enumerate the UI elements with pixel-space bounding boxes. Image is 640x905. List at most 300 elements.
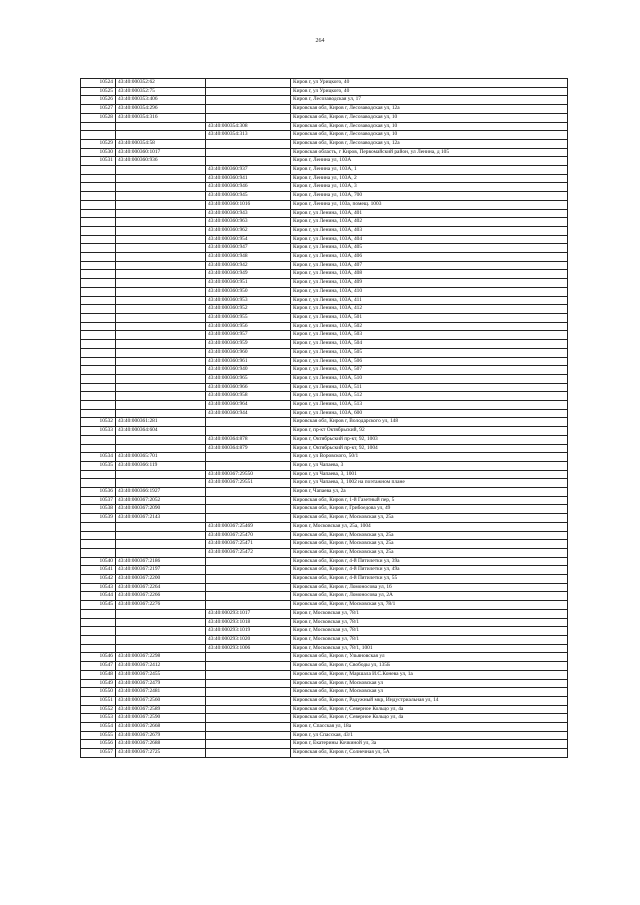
row-number-cell: 10553 [81, 714, 116, 723]
table-row [81, 200, 568, 209]
cadastral-number-cell [116, 644, 206, 653]
address-cell: Киров г, ул Воровского, 50/1 [291, 453, 568, 462]
cadastral-number-cell [116, 235, 206, 244]
table-row [81, 714, 568, 723]
cadastral-number-cell [116, 540, 206, 549]
table-row [81, 270, 568, 279]
row-number-cell: 10542 [81, 575, 116, 584]
sub-cadastral-number-cell [206, 496, 291, 505]
table-row [81, 174, 568, 183]
cadastral-number-cell: 43:40:000367:2679 [116, 731, 206, 740]
row-number-cell: 10548 [81, 670, 116, 679]
address-cell: Киров г, Ленина ул, 103А, 1 [291, 166, 568, 175]
table-row [81, 461, 568, 470]
table-row [81, 305, 568, 314]
row-number-cell [81, 261, 116, 270]
row-number-cell: 10543 [81, 583, 116, 592]
cadastral-number-cell: 43:40:000367:2481 [116, 688, 206, 697]
cadastral-number-cell: 43:40:000367:2266 [116, 592, 206, 601]
table-row [81, 79, 568, 88]
sub-cadastral-number-cell: 43:40:000364:878 [206, 435, 291, 444]
cadastral-number-cell: 43:40:000354:58 [116, 139, 206, 148]
address-cell: Кировская обл, Киров г, Солнечная ул, 5А [291, 749, 568, 758]
cadastral-number-cell [116, 627, 206, 636]
table-row [81, 244, 568, 253]
registry-rows [81, 79, 568, 758]
row-number-cell [81, 226, 116, 235]
row-number-cell [81, 183, 116, 192]
address-cell: Киров г, ул Чапаева, 3 [291, 461, 568, 470]
cadastral-number-cell [116, 226, 206, 235]
cadastral-number-cell [116, 548, 206, 557]
sub-cadastral-number-cell: 43:40:000360:941 [206, 174, 291, 183]
sub-cadastral-number-cell [206, 749, 291, 758]
address-cell: Киров г, ул Ленина, 103А, 511 [291, 383, 568, 392]
cadastral-number-cell [116, 374, 206, 383]
address-cell: Киров г, Ленина ул, 103А [291, 157, 568, 166]
cadastral-number-cell: 43:40:000352:75 [116, 87, 206, 96]
address-cell: Киров г, Ленина ул, 103А, 700 [291, 192, 568, 201]
address-cell: Кировская обл, Киров г, 4-й Пятилетки ул, 49а [291, 566, 568, 575]
sub-cadastral-number-cell [206, 87, 291, 96]
row-number-cell [81, 366, 116, 375]
address-cell: Киров г, ул Ленина, 103А, 507 [291, 366, 568, 375]
table-row [81, 401, 568, 410]
row-number-cell [81, 609, 116, 618]
row-number-cell [81, 531, 116, 540]
address-cell: Киров г, ул Ленина, 103А, 504 [291, 340, 568, 349]
row-number-cell: 10538 [81, 505, 116, 514]
row-number-cell [81, 270, 116, 279]
address-cell: Кировская обл, Киров г, Свободы ул, 135Б [291, 662, 568, 671]
sub-cadastral-number-cell [206, 105, 291, 114]
sub-cadastral-number-cell: 43:40:000360:960 [206, 348, 291, 357]
sub-cadastral-number-cell: 43:40:000360:1016 [206, 200, 291, 209]
table-row [81, 427, 568, 436]
row-number-cell: 10525 [81, 87, 116, 96]
cadastral-number-cell [116, 331, 206, 340]
sub-cadastral-number-cell [206, 427, 291, 436]
cadastral-number-cell [116, 366, 206, 375]
row-number-cell [81, 287, 116, 296]
cadastral-number-cell [116, 470, 206, 479]
address-cell: Киров г, Лесозаводская ул, 17 [291, 96, 568, 105]
cadastral-number-cell: 43:40:000365:701 [116, 453, 206, 462]
row-number-cell [81, 401, 116, 410]
sub-cadastral-number-cell: 43:40:000360:951 [206, 279, 291, 288]
row-number-cell: 10540 [81, 557, 116, 566]
table-row [81, 131, 568, 140]
address-cell: Киров г, ул Ленина, 103А, 408 [291, 270, 568, 279]
row-number-cell [81, 383, 116, 392]
row-number-cell [81, 409, 116, 418]
table-row [81, 348, 568, 357]
row-number-cell [81, 548, 116, 557]
address-cell: Киров г, ул Ленина, 103А, 404 [291, 235, 568, 244]
sub-cadastral-number-cell: 43:40:000360:947 [206, 244, 291, 253]
cadastral-number-cell: 43:40:000367:2090 [116, 505, 206, 514]
sub-cadastral-number-cell: 43:40:000360:953 [206, 296, 291, 305]
row-number-cell: 10550 [81, 688, 116, 697]
row-number-cell: 10551 [81, 696, 116, 705]
cadastral-number-cell: 43:40:000367:2200 [116, 575, 206, 584]
sub-cadastral-number-cell: 43:40:000367:25472 [206, 548, 291, 557]
row-number-cell: 10535 [81, 461, 116, 470]
address-cell: Кировская обл, Киров г, Северное Кольцо ул, 4а [291, 714, 568, 723]
cadastral-number-cell [116, 322, 206, 331]
table-row [81, 105, 568, 114]
address-cell: Кировская обл, Киров г, Лесозаводская ул, 12а [291, 139, 568, 148]
address-cell: Киров г, ул Ленина, 103А, 512 [291, 392, 568, 401]
table-row [81, 540, 568, 549]
sub-cadastral-number-cell: 43:40:000360:943 [206, 209, 291, 218]
row-number-cell [81, 522, 116, 531]
address-cell: Кировская обл, Киров г, Московская ул [291, 688, 568, 697]
row-number-cell [81, 305, 116, 314]
table-row [81, 531, 568, 540]
property-registry-table [80, 78, 568, 758]
sub-cadastral-number-cell [206, 688, 291, 697]
table-row [81, 723, 568, 732]
address-cell: Кировская обл, Киров г, 4-й Пятилетки ул, 55 [291, 575, 568, 584]
sub-cadastral-number-cell: 43:40:000367:29551 [206, 479, 291, 488]
address-cell: Кировская обл, Киров г, Ульяновская ул [291, 653, 568, 662]
address-cell: Киров г, ул Ленина, 103А, 407 [291, 261, 568, 270]
table-row [81, 479, 568, 488]
cadastral-number-cell [116, 392, 206, 401]
address-cell: Киров г, Московская ул, 25а, 1004 [291, 522, 568, 531]
sub-cadastral-number-cell [206, 583, 291, 592]
address-cell: Кировская обл, Киров г, Московская ул [291, 679, 568, 688]
address-cell: Киров г, ул Ленина, 103А, 401 [291, 209, 568, 218]
sub-cadastral-number-cell [206, 705, 291, 714]
row-number-cell: 10541 [81, 566, 116, 575]
row-number-cell: 10544 [81, 592, 116, 601]
sub-cadastral-number-cell: 43:40:000367:25471 [206, 540, 291, 549]
row-number-cell: 10556 [81, 740, 116, 749]
row-number-cell: 10555 [81, 731, 116, 740]
cadastral-number-cell: 43:40:000367:2186 [116, 557, 206, 566]
row-number-cell: 10554 [81, 723, 116, 732]
table-row [81, 548, 568, 557]
table-row [81, 96, 568, 105]
table-row [81, 488, 568, 497]
cadastral-number-cell [116, 618, 206, 627]
sub-cadastral-number-cell: 43:40:000360:958 [206, 392, 291, 401]
cadastral-number-cell: 43:40:000367:2455 [116, 670, 206, 679]
address-cell: Киров г, пр-кт Октябрьский, 92 [291, 427, 568, 436]
sub-cadastral-number-cell [206, 575, 291, 584]
address-cell: Киров г, Октябрьский пр-кт, 92, 1004 [291, 444, 568, 453]
cadastral-number-cell: 43:40:000366:119 [116, 461, 206, 470]
row-number-cell: 10532 [81, 418, 116, 427]
cadastral-number-cell [116, 401, 206, 410]
cadastral-number-cell: 43:40:000367:2479 [116, 679, 206, 688]
table-row [81, 731, 568, 740]
row-number-cell [81, 340, 116, 349]
row-number-cell: 10531 [81, 157, 116, 166]
address-cell: Киров г, Московская ул, 78/1 [291, 618, 568, 627]
address-cell: Кировская обл, Киров г, Лесозаводская ул, 12а [291, 105, 568, 114]
cadastral-number-cell [116, 435, 206, 444]
sub-cadastral-number-cell [206, 514, 291, 523]
sub-cadastral-number-cell: 43:40:000354:313 [206, 131, 291, 140]
row-number-cell [81, 331, 116, 340]
table-row [81, 435, 568, 444]
sub-cadastral-number-cell [206, 714, 291, 723]
table-row [81, 357, 568, 366]
table-row [81, 740, 568, 749]
address-cell: Киров г, ул Ленина, 103А, 513 [291, 401, 568, 410]
cadastral-number-cell: 43:40:000354:296 [116, 105, 206, 114]
row-number-cell [81, 313, 116, 322]
table-row [81, 139, 568, 148]
cadastral-number-cell [116, 296, 206, 305]
row-number-cell [81, 192, 116, 201]
sub-cadastral-number-cell: 43:40:000293:1020 [206, 636, 291, 645]
sub-cadastral-number-cell: 43:40:000360:965 [206, 374, 291, 383]
sub-cadastral-number-cell [206, 696, 291, 705]
sub-cadastral-number-cell: 43:40:000360:961 [206, 357, 291, 366]
row-number-cell [81, 374, 116, 383]
address-cell: Киров г, ул Ленина, 103А, 510 [291, 374, 568, 383]
table-row [81, 166, 568, 175]
sub-cadastral-number-cell: 43:40:000360:956 [206, 322, 291, 331]
cadastral-number-cell [116, 183, 206, 192]
table-row [81, 601, 568, 610]
sub-cadastral-number-cell [206, 592, 291, 601]
cadastral-number-cell: 43:40:000366:1927 [116, 488, 206, 497]
cadastral-number-cell [116, 253, 206, 262]
address-cell: Киров г, ул Ленина, 103А, 406 [291, 253, 568, 262]
address-cell: Кировская обл, Киров г, Маршала И.С.Конева ул, 1а [291, 670, 568, 679]
cadastral-number-cell: 43:40:000367:2276 [116, 601, 206, 610]
address-cell: Киров г, Екатерины Кочкиной ул, 3а [291, 740, 568, 749]
table-row [81, 192, 568, 201]
row-number-cell [81, 627, 116, 636]
table-row [81, 609, 568, 618]
cadastral-number-cell [116, 409, 206, 418]
cadastral-number-cell: 43:40:000360:1017 [116, 148, 206, 157]
sub-cadastral-number-cell: 43:40:000360:959 [206, 340, 291, 349]
address-cell: Киров г, ул Ленина, 103А, 503 [291, 331, 568, 340]
table-row [81, 253, 568, 262]
cadastral-number-cell: 43:40:000364:604 [116, 427, 206, 436]
row-number-cell [81, 444, 116, 453]
sub-cadastral-number-cell: 43:40:000293:1019 [206, 627, 291, 636]
table-row [81, 409, 568, 418]
cadastral-number-cell [116, 192, 206, 201]
table-row [81, 749, 568, 758]
cadastral-number-cell [116, 348, 206, 357]
cadastral-number-cell: 43:40:000354:316 [116, 113, 206, 122]
address-cell: Киров г, Ленина ул, 103А, 2 [291, 174, 568, 183]
sub-cadastral-number-cell: 43:40:000293:1006 [206, 644, 291, 653]
address-cell: Киров г, Московская ул, 78/1 [291, 627, 568, 636]
sub-cadastral-number-cell [206, 139, 291, 148]
sub-cadastral-number-cell: 43:40:000360:944 [206, 409, 291, 418]
cadastral-number-cell [116, 200, 206, 209]
table-row [81, 148, 568, 157]
row-number-cell [81, 618, 116, 627]
sub-cadastral-number-cell [206, 453, 291, 462]
table-row [81, 453, 568, 462]
table-row [81, 575, 568, 584]
table-row [81, 340, 568, 349]
row-number-cell: 10547 [81, 662, 116, 671]
table-row [81, 279, 568, 288]
address-cell: Киров г, Спасская ул, 18а [291, 723, 568, 732]
sub-cadastral-number-cell: 43:40:000367:25469 [206, 522, 291, 531]
cadastral-number-cell [116, 305, 206, 314]
sub-cadastral-number-cell [206, 418, 291, 427]
table-row [81, 653, 568, 662]
address-cell: Киров г, ул Ленина, 103А, 505 [291, 348, 568, 357]
address-cell: Киров г, Московская ул, 78/1 [291, 609, 568, 618]
row-number-cell: 10527 [81, 105, 116, 114]
address-cell: Киров г, ул Чапаева, 3, 1001 [291, 470, 568, 479]
sub-cadastral-number-cell [206, 157, 291, 166]
sub-cadastral-number-cell: 43:40:000360:962 [206, 226, 291, 235]
address-cell: Кировская обл, Киров г, Московская ул, 25а [291, 531, 568, 540]
sub-cadastral-number-cell: 43:40:000360:952 [206, 305, 291, 314]
cadastral-number-cell [116, 174, 206, 183]
table-row [81, 392, 568, 401]
address-cell: Киров г, Октябрьский пр-кт, 92, 1003 [291, 435, 568, 444]
address-cell: Киров г, Московская ул, 78/1, 1001 [291, 644, 568, 653]
cadastral-number-cell [116, 279, 206, 288]
row-number-cell: 10546 [81, 653, 116, 662]
row-number-cell [81, 235, 116, 244]
row-number-cell [81, 253, 116, 262]
cadastral-number-cell: 43:40:000367:2560 [116, 696, 206, 705]
address-cell: Кировская обл, Киров г, Северное Кольцо ул, 4а [291, 705, 568, 714]
address-cell: Киров г, Ленина ул, 103а, помещ. 1003 [291, 200, 568, 209]
row-number-cell [81, 218, 116, 227]
sub-cadastral-number-cell: 43:40:000354:308 [206, 122, 291, 131]
table-row [81, 296, 568, 305]
sub-cadastral-number-cell: 43:40:000360:964 [206, 401, 291, 410]
cadastral-number-cell [116, 209, 206, 218]
cadastral-number-cell: 43:40:000352:62 [116, 79, 206, 88]
address-cell: Киров г, Ленина ул, 103А, 3 [291, 183, 568, 192]
sub-cadastral-number-cell [206, 731, 291, 740]
table-row [81, 218, 568, 227]
cadastral-number-cell: 43:40:000360:936 [116, 157, 206, 166]
sub-cadastral-number-cell: 43:40:000360:949 [206, 270, 291, 279]
sub-cadastral-number-cell [206, 653, 291, 662]
address-cell: Кировская обл, Киров г, 4-й Пятилетки ул, 39а [291, 557, 568, 566]
sub-cadastral-number-cell: 43:40:000360:954 [206, 235, 291, 244]
sub-cadastral-number-cell [206, 566, 291, 575]
sub-cadastral-number-cell: 43:40:000367:25470 [206, 531, 291, 540]
row-number-cell: 10552 [81, 705, 116, 714]
cadastral-number-cell [116, 287, 206, 296]
sub-cadastral-number-cell: 43:40:000360:966 [206, 383, 291, 392]
address-cell: Киров г, ул Ленина, 103А, 506 [291, 357, 568, 366]
address-cell: Кировская обл, Киров г, Лесозаводская ул, 10 [291, 122, 568, 131]
address-cell: Кировская обл, Киров г, Московская ул, 25а [291, 540, 568, 549]
sub-cadastral-number-cell [206, 679, 291, 688]
table-row [81, 113, 568, 122]
cadastral-number-cell [116, 244, 206, 253]
sub-cadastral-number-cell: 43:40:000360:957 [206, 331, 291, 340]
cadastral-number-cell [116, 609, 206, 618]
cadastral-number-cell [116, 270, 206, 279]
sub-cadastral-number-cell [206, 670, 291, 679]
address-cell: Киров г, ул Ленина, 103А, 502 [291, 322, 568, 331]
table-row [81, 705, 568, 714]
sub-cadastral-number-cell: 43:40:000360:945 [206, 192, 291, 201]
cadastral-number-cell [116, 444, 206, 453]
table-row [81, 514, 568, 523]
row-number-cell [81, 209, 116, 218]
sub-cadastral-number-cell: 43:40:000360:946 [206, 183, 291, 192]
cadastral-number-cell [116, 479, 206, 488]
table-row [81, 636, 568, 645]
address-cell: Киров г, Московская ул, 78/1 [291, 636, 568, 645]
sub-cadastral-number-cell [206, 148, 291, 157]
row-number-cell [81, 131, 116, 140]
cadastral-number-cell: 43:40:000367:2590 [116, 714, 206, 723]
address-cell: Кировская обл, Киров г, Володарского ул, 148 [291, 418, 568, 427]
address-cell: Киров г, Чапаева ул, 2а [291, 488, 568, 497]
table-row [81, 235, 568, 244]
row-number-cell: 10536 [81, 488, 116, 497]
cadastral-number-cell [116, 261, 206, 270]
address-cell: Кировская обл, Киров г, Грибоедова ул, 49 [291, 505, 568, 514]
address-cell: Киров г, ул Ленина, 103А, 403 [291, 226, 568, 235]
sub-cadastral-number-cell: 43:40:000360:963 [206, 218, 291, 227]
sub-cadastral-number-cell [206, 79, 291, 88]
table-row [81, 366, 568, 375]
row-number-cell [81, 279, 116, 288]
table-row [81, 444, 568, 453]
table-row [81, 183, 568, 192]
table-row [81, 688, 568, 697]
table-row [81, 374, 568, 383]
row-number-cell: 10529 [81, 139, 116, 148]
cadastral-number-cell: 43:40:000367:2688 [116, 740, 206, 749]
table-row [81, 522, 568, 531]
cadastral-number-cell [116, 218, 206, 227]
sub-cadastral-number-cell [206, 488, 291, 497]
cadastral-number-cell: 43:40:000367:2197 [116, 566, 206, 575]
row-number-cell [81, 470, 116, 479]
sub-cadastral-number-cell [206, 96, 291, 105]
row-number-cell: 10537 [81, 496, 116, 505]
sub-cadastral-number-cell [206, 662, 291, 671]
sub-cadastral-number-cell [206, 505, 291, 514]
table-row [81, 679, 568, 688]
row-number-cell: 10528 [81, 113, 116, 122]
table-row [81, 383, 568, 392]
address-cell: Киров г, ул Ленина, 103А, 411 [291, 296, 568, 305]
row-number-cell [81, 244, 116, 253]
table-row [81, 557, 568, 566]
table-row [81, 696, 568, 705]
address-cell: Киров г, ул Чапаева, 3, 1002 на поэтажном плане [291, 479, 568, 488]
row-number-cell [81, 348, 116, 357]
table-row [81, 322, 568, 331]
row-number-cell: 10524 [81, 79, 116, 88]
address-cell: Киров г, ул Ленина, 103А, 405 [291, 244, 568, 253]
row-number-cell: 10539 [81, 514, 116, 523]
cadastral-number-cell: 43:40:000367:2589 [116, 705, 206, 714]
table-row [81, 287, 568, 296]
address-cell: Киров г, ул Ленина, 103А, 410 [291, 287, 568, 296]
table-row [81, 496, 568, 505]
